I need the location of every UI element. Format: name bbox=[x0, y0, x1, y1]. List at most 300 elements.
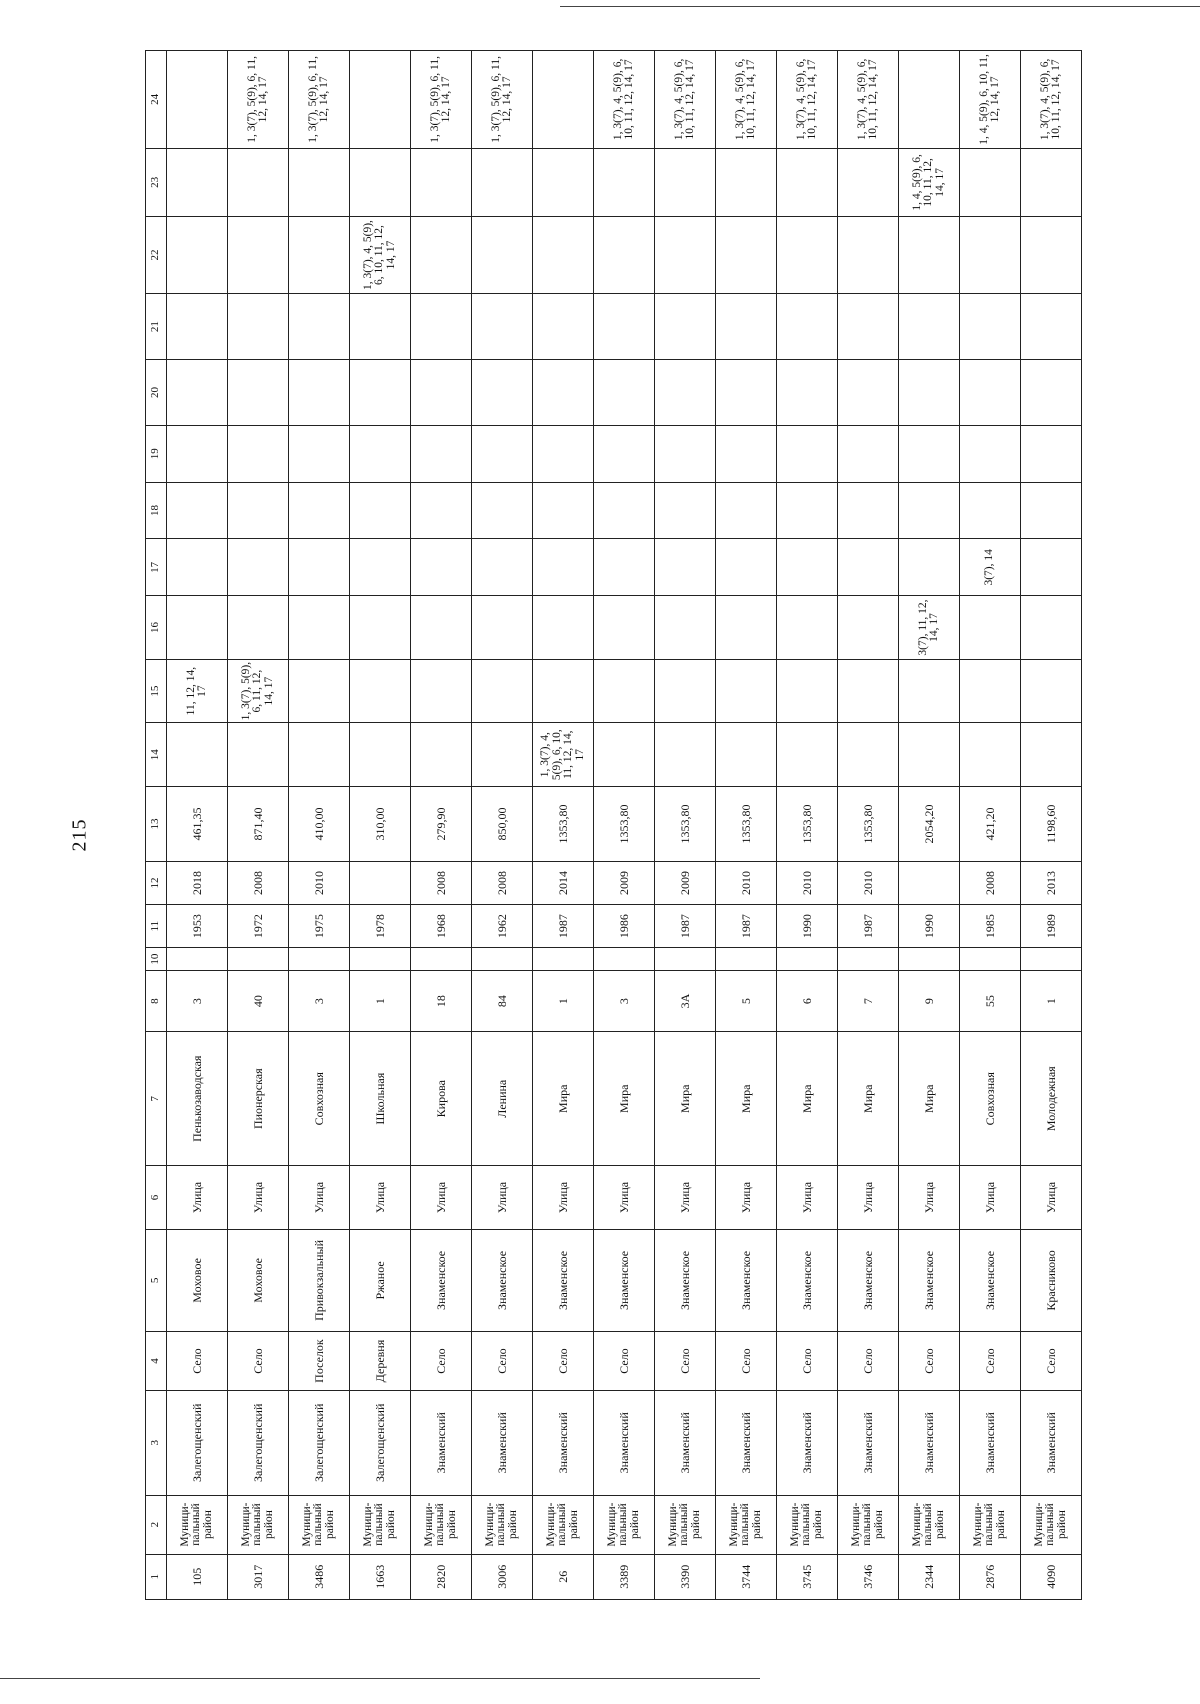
col23-cell bbox=[777, 148, 838, 216]
street-name-cell: Мира bbox=[838, 1032, 899, 1166]
col23-cell bbox=[167, 148, 228, 216]
col23-cell bbox=[655, 148, 716, 216]
district-cell: Знаменский bbox=[716, 1391, 777, 1495]
col15-cell bbox=[777, 659, 838, 723]
year-cell: 2008 bbox=[228, 861, 289, 904]
house-number-cell: 18 bbox=[411, 970, 472, 1031]
col19-cell bbox=[716, 425, 777, 482]
col18-cell bbox=[655, 482, 716, 539]
column-number-cell: 18 bbox=[146, 482, 167, 539]
settlement-name-cell: Знаменское bbox=[960, 1229, 1021, 1331]
scan-border-top bbox=[560, 6, 1200, 7]
col22-cell bbox=[289, 216, 350, 293]
col16-cell: 3(7), 11, 12, 14, 17 bbox=[899, 596, 960, 660]
build-year-cell: 1989 bbox=[1021, 905, 1082, 948]
street-type-cell: Улица bbox=[167, 1166, 228, 1230]
col14-cell bbox=[655, 723, 716, 787]
col14-cell bbox=[838, 723, 899, 787]
municipality-type-cell: Муници-пальный район bbox=[411, 1495, 472, 1554]
col14-cell bbox=[228, 723, 289, 787]
col10-cell bbox=[838, 948, 899, 971]
col10-cell bbox=[228, 948, 289, 971]
col24-cell: 1, 3(7), 4, 5(9), 6, 10, 11, 12, 14, 17 bbox=[594, 51, 655, 149]
col18-cell bbox=[167, 482, 228, 539]
col21-cell bbox=[350, 294, 411, 360]
col20-cell bbox=[777, 360, 838, 426]
column-number-cell: 24 bbox=[146, 51, 167, 149]
district-cell: Залегощенский bbox=[228, 1391, 289, 1495]
column-number-cell: 7 bbox=[146, 1032, 167, 1166]
col22-cell bbox=[228, 216, 289, 293]
col17-cell bbox=[838, 539, 899, 596]
table-row bbox=[838, 51, 899, 1600]
col22-cell bbox=[533, 216, 594, 293]
col16-cell bbox=[228, 596, 289, 660]
col17-cell bbox=[594, 539, 655, 596]
column-number-cell: 22 bbox=[146, 216, 167, 293]
settlement-name-cell: Ржаное bbox=[350, 1229, 411, 1331]
year-cell: 2010 bbox=[838, 861, 899, 904]
record-id-cell: 3744 bbox=[716, 1554, 777, 1599]
street-type-cell: Улица bbox=[411, 1166, 472, 1230]
col24-cell: 1, 3(7), 4, 5(9), 6, 10, 11, 12, 14, 17 bbox=[655, 51, 716, 149]
col20-cell bbox=[899, 360, 960, 426]
table-row bbox=[960, 51, 1021, 1600]
street-type-cell: Улица bbox=[350, 1166, 411, 1230]
column-number-cell: 16 bbox=[146, 596, 167, 660]
build-year-cell: 1975 bbox=[289, 905, 350, 948]
year-cell: 2009 bbox=[655, 861, 716, 904]
col24-cell bbox=[350, 51, 411, 149]
street-type-cell: Улица bbox=[960, 1166, 1021, 1230]
col23-cell bbox=[289, 148, 350, 216]
col10-cell bbox=[350, 948, 411, 971]
table-row bbox=[350, 51, 411, 1600]
col14-cell bbox=[899, 723, 960, 787]
record-id-cell: 3389 bbox=[594, 1554, 655, 1599]
street-type-cell: Улица bbox=[655, 1166, 716, 1230]
col17-cell bbox=[350, 539, 411, 596]
house-number-cell: 84 bbox=[472, 970, 533, 1031]
settlement-type-cell: Село bbox=[655, 1332, 716, 1391]
col18-cell bbox=[228, 482, 289, 539]
build-year-cell: 1978 bbox=[350, 905, 411, 948]
housing-register-table bbox=[145, 50, 1082, 1600]
district-cell: Знаменский bbox=[411, 1391, 472, 1495]
col16-cell bbox=[533, 596, 594, 660]
col20-cell bbox=[228, 360, 289, 426]
col16-cell bbox=[411, 596, 472, 660]
house-number-cell: 3А bbox=[655, 970, 716, 1031]
col22-cell bbox=[655, 216, 716, 293]
col23-cell: 1, 4, 5(9), 6, 10, 11, 12, 14, 17 bbox=[899, 148, 960, 216]
municipality-type-cell: Муници-пальный район bbox=[594, 1495, 655, 1554]
col21-cell bbox=[411, 294, 472, 360]
record-id-cell: 3746 bbox=[838, 1554, 899, 1599]
table-row bbox=[655, 51, 716, 1600]
col21-cell bbox=[655, 294, 716, 360]
settlement-type-cell: Село bbox=[228, 1332, 289, 1391]
col18-cell bbox=[777, 482, 838, 539]
district-cell: Залегощенский bbox=[289, 1391, 350, 1495]
settlement-name-cell: Знаменское bbox=[899, 1229, 960, 1331]
area-cell: 1353,80 bbox=[594, 786, 655, 861]
col23-cell bbox=[960, 148, 1021, 216]
house-number-cell: 5 bbox=[716, 970, 777, 1031]
street-name-cell: Молодежная bbox=[1021, 1032, 1082, 1166]
column-number-cell: 17 bbox=[146, 539, 167, 596]
col23-cell bbox=[533, 148, 594, 216]
col19-cell bbox=[899, 425, 960, 482]
settlement-type-cell: Село bbox=[960, 1332, 1021, 1391]
street-name-cell: Мира bbox=[533, 1032, 594, 1166]
house-number-cell: 1 bbox=[350, 970, 411, 1031]
record-id-cell: 2344 bbox=[899, 1554, 960, 1599]
street-type-cell: Улица bbox=[777, 1166, 838, 1230]
street-type-cell: Улица bbox=[1021, 1166, 1082, 1230]
municipality-type-cell: Муници-пальный район bbox=[533, 1495, 594, 1554]
col17-cell bbox=[472, 539, 533, 596]
settlement-name-cell: Знаменское bbox=[411, 1229, 472, 1331]
col16-cell bbox=[1021, 596, 1082, 660]
col15-cell: 11, 12, 14, 17 bbox=[167, 659, 228, 723]
record-id-cell: 26 bbox=[533, 1554, 594, 1599]
col18-cell bbox=[1021, 482, 1082, 539]
col15-cell bbox=[960, 659, 1021, 723]
col10-cell bbox=[472, 948, 533, 971]
record-id-cell: 3745 bbox=[777, 1554, 838, 1599]
col18-cell bbox=[472, 482, 533, 539]
build-year-cell: 1985 bbox=[960, 905, 1021, 948]
col19-cell bbox=[655, 425, 716, 482]
column-number-cell: 14 bbox=[146, 723, 167, 787]
municipality-type-cell: Муници-пальный район bbox=[960, 1495, 1021, 1554]
col19-cell bbox=[533, 425, 594, 482]
col24-cell: 1, 3(7), 4, 5(9), 6, 10, 11, 12, 14, 17 bbox=[1021, 51, 1082, 149]
record-id-cell: 3390 bbox=[655, 1554, 716, 1599]
col19-cell bbox=[411, 425, 472, 482]
col17-cell bbox=[655, 539, 716, 596]
record-id-cell: 3017 bbox=[228, 1554, 289, 1599]
col16-cell bbox=[716, 596, 777, 660]
col18-cell bbox=[716, 482, 777, 539]
build-year-cell: 1987 bbox=[838, 905, 899, 948]
area-cell: 1353,80 bbox=[533, 786, 594, 861]
municipality-type-cell: Муници-пальный район bbox=[228, 1495, 289, 1554]
col14-cell bbox=[411, 723, 472, 787]
record-id-cell: 3486 bbox=[289, 1554, 350, 1599]
col15-cell bbox=[289, 659, 350, 723]
column-number-cell: 4 bbox=[146, 1332, 167, 1391]
col21-cell bbox=[838, 294, 899, 360]
col10-cell bbox=[533, 948, 594, 971]
settlement-name-cell: Знаменское bbox=[777, 1229, 838, 1331]
year-cell: 2009 bbox=[594, 861, 655, 904]
col22-cell bbox=[899, 216, 960, 293]
street-name-cell: Мира bbox=[594, 1032, 655, 1166]
house-number-cell: 3 bbox=[289, 970, 350, 1031]
col16-cell bbox=[350, 596, 411, 660]
col18-cell bbox=[350, 482, 411, 539]
col14-cell bbox=[289, 723, 350, 787]
col15-cell: 1, 3(7), 5(9), 6, 11, 12, 14, 17 bbox=[228, 659, 289, 723]
table-row bbox=[167, 51, 228, 1600]
col21-cell bbox=[960, 294, 1021, 360]
col17-cell bbox=[777, 539, 838, 596]
col24-cell: 1, 3(7), 5(9), 6, 11, 12, 14, 17 bbox=[228, 51, 289, 149]
col24-cell bbox=[167, 51, 228, 149]
settlement-type-cell: Село bbox=[411, 1332, 472, 1391]
area-cell: 1198,60 bbox=[1021, 786, 1082, 861]
municipality-type-cell: Муници-пальный район bbox=[716, 1495, 777, 1554]
col22-cell bbox=[960, 216, 1021, 293]
col17-cell: 3(7), 14 bbox=[960, 539, 1021, 596]
table-row bbox=[594, 51, 655, 1600]
col16-cell bbox=[594, 596, 655, 660]
settlement-type-cell: Деревня bbox=[350, 1332, 411, 1391]
col23-cell bbox=[411, 148, 472, 216]
area-cell: 871,40 bbox=[228, 786, 289, 861]
column-number-cell: 8 bbox=[146, 970, 167, 1031]
column-number-cell: 21 bbox=[146, 294, 167, 360]
district-cell: Знаменский bbox=[1021, 1391, 1082, 1495]
scan-border-bottom bbox=[0, 1678, 760, 1679]
street-name-cell: Мира bbox=[899, 1032, 960, 1166]
year-cell bbox=[350, 861, 411, 904]
municipality-type-cell: Муници-пальный район bbox=[289, 1495, 350, 1554]
street-name-cell: Совхозная bbox=[289, 1032, 350, 1166]
col22-cell bbox=[472, 216, 533, 293]
col15-cell bbox=[838, 659, 899, 723]
area-cell: 1353,80 bbox=[716, 786, 777, 861]
municipality-type-cell: Муници-пальный район bbox=[1021, 1495, 1082, 1554]
house-number-cell: 55 bbox=[960, 970, 1021, 1031]
settlement-name-cell: Знаменское bbox=[594, 1229, 655, 1331]
col23-cell bbox=[838, 148, 899, 216]
street-name-cell: Пенькозаводская bbox=[167, 1032, 228, 1166]
record-id-cell: 2876 bbox=[960, 1554, 1021, 1599]
col14-cell bbox=[960, 723, 1021, 787]
col19-cell bbox=[350, 425, 411, 482]
house-number-cell: 1 bbox=[1021, 970, 1082, 1031]
column-number-cell: 1 bbox=[146, 1554, 167, 1599]
settlement-type-cell: Село bbox=[777, 1332, 838, 1391]
col22-cell: 1, 3(7), 4, 5(9), 6, 10, 11, 12, 14, 17 bbox=[350, 216, 411, 293]
col10-cell bbox=[960, 948, 1021, 971]
col21-cell bbox=[716, 294, 777, 360]
column-number-cell: 12 bbox=[146, 861, 167, 904]
column-number-cell: 10 bbox=[146, 948, 167, 971]
col22-cell bbox=[838, 216, 899, 293]
table-row bbox=[228, 51, 289, 1600]
col20-cell bbox=[533, 360, 594, 426]
settlement-type-cell: Село bbox=[167, 1332, 228, 1391]
col21-cell bbox=[1021, 294, 1082, 360]
col17-cell bbox=[899, 539, 960, 596]
year-cell: 2013 bbox=[1021, 861, 1082, 904]
col19-cell bbox=[289, 425, 350, 482]
col24-cell: 1, 3(7), 5(9), 6, 11, 12, 14, 17 bbox=[411, 51, 472, 149]
settlement-type-cell: Село bbox=[594, 1332, 655, 1391]
col23-cell bbox=[594, 148, 655, 216]
page-number: 215 bbox=[68, 818, 91, 852]
build-year-cell: 1962 bbox=[472, 905, 533, 948]
year-cell: 2010 bbox=[716, 861, 777, 904]
area-cell: 310,00 bbox=[350, 786, 411, 861]
col17-cell bbox=[228, 539, 289, 596]
house-number-cell: 6 bbox=[777, 970, 838, 1031]
col22-cell bbox=[411, 216, 472, 293]
area-cell: 1353,80 bbox=[655, 786, 716, 861]
col10-cell bbox=[289, 948, 350, 971]
col14-cell: 1, 3(7), 4, 5(9), 6, 10, 11, 12, 14, 17 bbox=[533, 723, 594, 787]
street-type-cell: Улица bbox=[899, 1166, 960, 1230]
year-cell: 2008 bbox=[960, 861, 1021, 904]
col17-cell bbox=[167, 539, 228, 596]
column-number-cell: 5 bbox=[146, 1229, 167, 1331]
district-cell: Знаменский bbox=[838, 1391, 899, 1495]
settlement-type-cell: Село bbox=[899, 1332, 960, 1391]
column-number-cell: 23 bbox=[146, 148, 167, 216]
col17-cell bbox=[289, 539, 350, 596]
municipality-type-cell: Муници-пальный район bbox=[838, 1495, 899, 1554]
area-cell: 2054,20 bbox=[899, 786, 960, 861]
col22-cell bbox=[777, 216, 838, 293]
col22-cell bbox=[1021, 216, 1082, 293]
col24-cell: 1, 4, 5(9), 6, 10, 11, 12, 14, 17 bbox=[960, 51, 1021, 149]
col15-cell bbox=[350, 659, 411, 723]
table-body bbox=[146, 51, 1082, 1600]
col24-cell: 1, 3(7), 5(9), 6, 11, 12, 14, 17 bbox=[289, 51, 350, 149]
settlement-type-cell: Село bbox=[533, 1332, 594, 1391]
district-cell: Знаменский bbox=[594, 1391, 655, 1495]
col23-cell bbox=[350, 148, 411, 216]
col15-cell bbox=[716, 659, 777, 723]
district-cell: Знаменский bbox=[655, 1391, 716, 1495]
record-id-cell: 2820 bbox=[411, 1554, 472, 1599]
year-cell: 2008 bbox=[411, 861, 472, 904]
col14-cell bbox=[594, 723, 655, 787]
municipality-type-cell: Муници-пальный район bbox=[655, 1495, 716, 1554]
settlement-name-cell: Моховое bbox=[167, 1229, 228, 1331]
col15-cell bbox=[472, 659, 533, 723]
settlement-name-cell: Знаменское bbox=[472, 1229, 533, 1331]
col24-cell: 1, 3(7), 4, 5(9), 6, 10, 11, 12, 14, 17 bbox=[716, 51, 777, 149]
house-number-cell: 9 bbox=[899, 970, 960, 1031]
street-type-cell: Улица bbox=[594, 1166, 655, 1230]
area-cell: 421,20 bbox=[960, 786, 1021, 861]
settlement-type-cell: Село bbox=[838, 1332, 899, 1391]
settlement-name-cell: Знаменское bbox=[838, 1229, 899, 1331]
col24-cell: 1, 3(7), 5(9), 6, 11, 12, 14, 17 bbox=[472, 51, 533, 149]
col21-cell bbox=[533, 294, 594, 360]
col18-cell bbox=[594, 482, 655, 539]
col20-cell bbox=[594, 360, 655, 426]
settlement-type-cell: Село bbox=[716, 1332, 777, 1391]
settlement-name-cell: Привокзальный bbox=[289, 1229, 350, 1331]
col15-cell bbox=[1021, 659, 1082, 723]
build-year-cell: 1987 bbox=[533, 905, 594, 948]
col23-cell bbox=[472, 148, 533, 216]
col10-cell bbox=[716, 948, 777, 971]
col21-cell bbox=[899, 294, 960, 360]
area-cell: 1353,80 bbox=[777, 786, 838, 861]
record-id-cell: 105 bbox=[167, 1554, 228, 1599]
col16-cell bbox=[838, 596, 899, 660]
street-name-cell: Ленина bbox=[472, 1032, 533, 1166]
col16-cell bbox=[167, 596, 228, 660]
street-name-cell: Мира bbox=[716, 1032, 777, 1166]
col24-cell bbox=[533, 51, 594, 149]
col23-cell bbox=[1021, 148, 1082, 216]
build-year-cell: 1987 bbox=[716, 905, 777, 948]
street-name-cell: Мира bbox=[777, 1032, 838, 1166]
col21-cell bbox=[594, 294, 655, 360]
col20-cell bbox=[167, 360, 228, 426]
column-number-cell: 20 bbox=[146, 360, 167, 426]
house-number-cell: 40 bbox=[228, 970, 289, 1031]
settlement-name-cell: Красниково bbox=[1021, 1229, 1082, 1331]
street-type-cell: Улица bbox=[838, 1166, 899, 1230]
build-year-cell: 1968 bbox=[411, 905, 472, 948]
table-row bbox=[777, 51, 838, 1600]
year-cell bbox=[899, 861, 960, 904]
area-cell: 279,90 bbox=[411, 786, 472, 861]
col14-cell bbox=[167, 723, 228, 787]
col21-cell bbox=[777, 294, 838, 360]
settlement-type-cell: Село bbox=[472, 1332, 533, 1391]
municipality-type-cell: Муници-пальный район bbox=[899, 1495, 960, 1554]
col21-cell bbox=[472, 294, 533, 360]
col21-cell bbox=[289, 294, 350, 360]
street-name-cell: Школьная bbox=[350, 1032, 411, 1166]
table-row bbox=[472, 51, 533, 1600]
col18-cell bbox=[533, 482, 594, 539]
col10-cell bbox=[655, 948, 716, 971]
area-cell: 850,00 bbox=[472, 786, 533, 861]
district-cell: Знаменский bbox=[777, 1391, 838, 1495]
col20-cell bbox=[411, 360, 472, 426]
col19-cell bbox=[960, 425, 1021, 482]
column-number-row bbox=[146, 51, 167, 1600]
col16-cell bbox=[777, 596, 838, 660]
column-number-cell: 11 bbox=[146, 905, 167, 948]
record-id-cell: 1663 bbox=[350, 1554, 411, 1599]
table-row bbox=[1021, 51, 1082, 1600]
col14-cell bbox=[472, 723, 533, 787]
col21-cell bbox=[167, 294, 228, 360]
col15-cell bbox=[655, 659, 716, 723]
settlement-name-cell: Знаменское bbox=[655, 1229, 716, 1331]
col21-cell bbox=[228, 294, 289, 360]
street-name-cell: Совхозная bbox=[960, 1032, 1021, 1166]
settlement-name-cell: Знаменское bbox=[716, 1229, 777, 1331]
col18-cell bbox=[411, 482, 472, 539]
column-number-cell: 3 bbox=[146, 1391, 167, 1495]
col16-cell bbox=[655, 596, 716, 660]
district-cell: Знаменский bbox=[899, 1391, 960, 1495]
col23-cell bbox=[228, 148, 289, 216]
table-row bbox=[289, 51, 350, 1600]
street-type-cell: Улица bbox=[228, 1166, 289, 1230]
street-name-cell: Мира bbox=[655, 1032, 716, 1166]
house-number-cell: 3 bbox=[167, 970, 228, 1031]
house-number-cell: 3 bbox=[594, 970, 655, 1031]
col10-cell bbox=[777, 948, 838, 971]
col18-cell bbox=[899, 482, 960, 539]
column-number-cell: 6 bbox=[146, 1166, 167, 1230]
settlement-name-cell: Моховое bbox=[228, 1229, 289, 1331]
